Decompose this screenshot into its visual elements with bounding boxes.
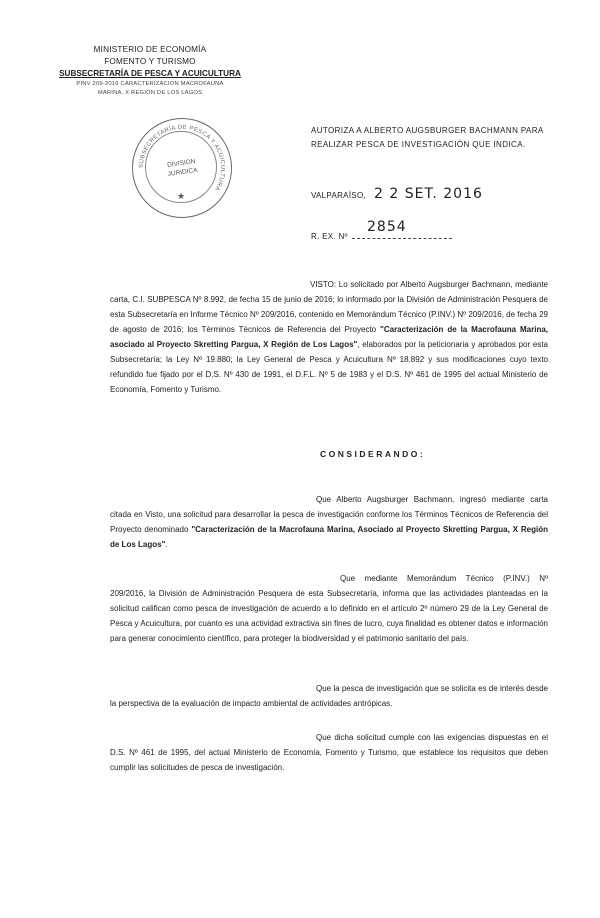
subsecretaria-name: SUBSECRETARÍA DE PESCA Y ACUICULTURA [59, 69, 241, 78]
rex-number: 2854 [367, 219, 407, 235]
rex-label: R. EX. Nº [311, 232, 348, 241]
sub-ministry-name: FOMENTO Y TURISMO [104, 57, 196, 66]
considerando-heading: CONSIDERANDO: [320, 449, 426, 459]
considerando-4: Que dicha solicitud cumple con las exigencias dispuestas en el D.S. Nº 461 de 1995, del actual Ministerio de Economía, Fomento y Turismo, que establece los requisitos que deben cumplir las solicitudes de pesca de investigación. [110, 733, 548, 772]
stamp-center-line-1: DIVISION [166, 158, 196, 169]
visto-text-1: Lo solicitado por Alberto Augsburger Bachmann, mediante carta, C.I. SUBPESCA Nº 8.992, de fecha 15 de junio de 2016; lo informado por la División de Administración Pesquera de esta Subsecretaría en Informe Técnico Nº 209/2016, contenido en Memorándum Técnico (P.INV.) Nº 209/2016, de fecha 29 de agosto de 2016; los Términos Técnicos de Referencia del Proyecto [110, 280, 548, 334]
official-stamp [132, 118, 232, 218]
c1-text-2: . [165, 540, 168, 549]
visto-text-2: , elaborados por la peticionaria y aprobados por esta Subsecretaría; la Ley Nº 19.880; la Ley General de Pesca y Acuicultura Nº 18.892 y sus modificaciones cuyo texto refundido fue fijado por el D.S. Nº 430 de 1991, el D.F.L. Nº 5 de 1983 y el D.S. Nº 461 de 1995 del actual Ministerio de Economía, Fomento y Turismo. [110, 340, 548, 394]
stamp-ring-label: SUBSECRETARÍA DE PESCA Y ACUICULTURA [138, 124, 226, 192]
resolution-number-line [311, 219, 452, 241]
visto-paragraph [110, 277, 548, 397]
date-line [311, 186, 483, 202]
reference-line-1: PINV 209-2016 CARACTERIZACION MACROFAUNA [76, 81, 224, 87]
stamp-star-icon: ★ [177, 191, 186, 201]
letterhead [50, 44, 250, 98]
ministry-name: MINISTERIO DE ECONOMÍA [93, 45, 207, 54]
rex-underline [352, 238, 452, 239]
visto-project-title: "Caracterización de la Macrofauna Marina, asociado al Proyecto Skretting Pargua, X Región de Los Lagos" [110, 325, 548, 349]
c1-project-title: "Caracterización de la Macrofauna Marina, Asociado al Proyecto Skretting Pargua, X Región de Los Lagos" [110, 525, 548, 549]
date-place: VALPARAÍSO, [311, 191, 367, 200]
considerando-1 [110, 492, 548, 552]
stamp-center-line-2: JURIDICA [167, 166, 198, 179]
reference-line-2: MARINA, X REGIÓN DE LOS LAGOS [97, 90, 203, 96]
visto-label: VISTO: [310, 280, 337, 289]
c1-text-1: Que Alberto Augsburger Bachmann, ingresó mediante carta citada en Visto, una solicitud para desarrollar la pesca de investigación conforme los Términos Técnicos de Referencia del Proyecto denominado [110, 495, 548, 534]
resolution-summary: AUTORIZA A ALBERTO AUGSBURGER BACHMANN PARA REALIZAR PESCA DE INVESTIGACIÓN QUE INDICA. [311, 126, 544, 149]
considerando-2: Que mediante Memorándum Técnico (P.INV.) Nº 209/2016, la División de Administración Pesquera de esta Subsecretaría, informa que las actividades planteadas en la solicitud califican como pesca de investigación de acuerdo a lo definido en el artículo 2º número 29 de la Ley General de Pesca y Acuicultura, por cuanto es una actividad extractiva sin fines de lucro, cuya finalidad es obtener datos e información para generar conocimiento científico, para proteger la biodiversidad y el patrimonio sanitario del país. [110, 574, 548, 643]
considerando-3: Que la pesca de investigación que se solicita es de interés desde la perspectiva de la evaluación de impacto ambiental de actividades antrópicas. [110, 684, 548, 708]
date-value: 2 2 SET. 2016 [374, 186, 483, 202]
